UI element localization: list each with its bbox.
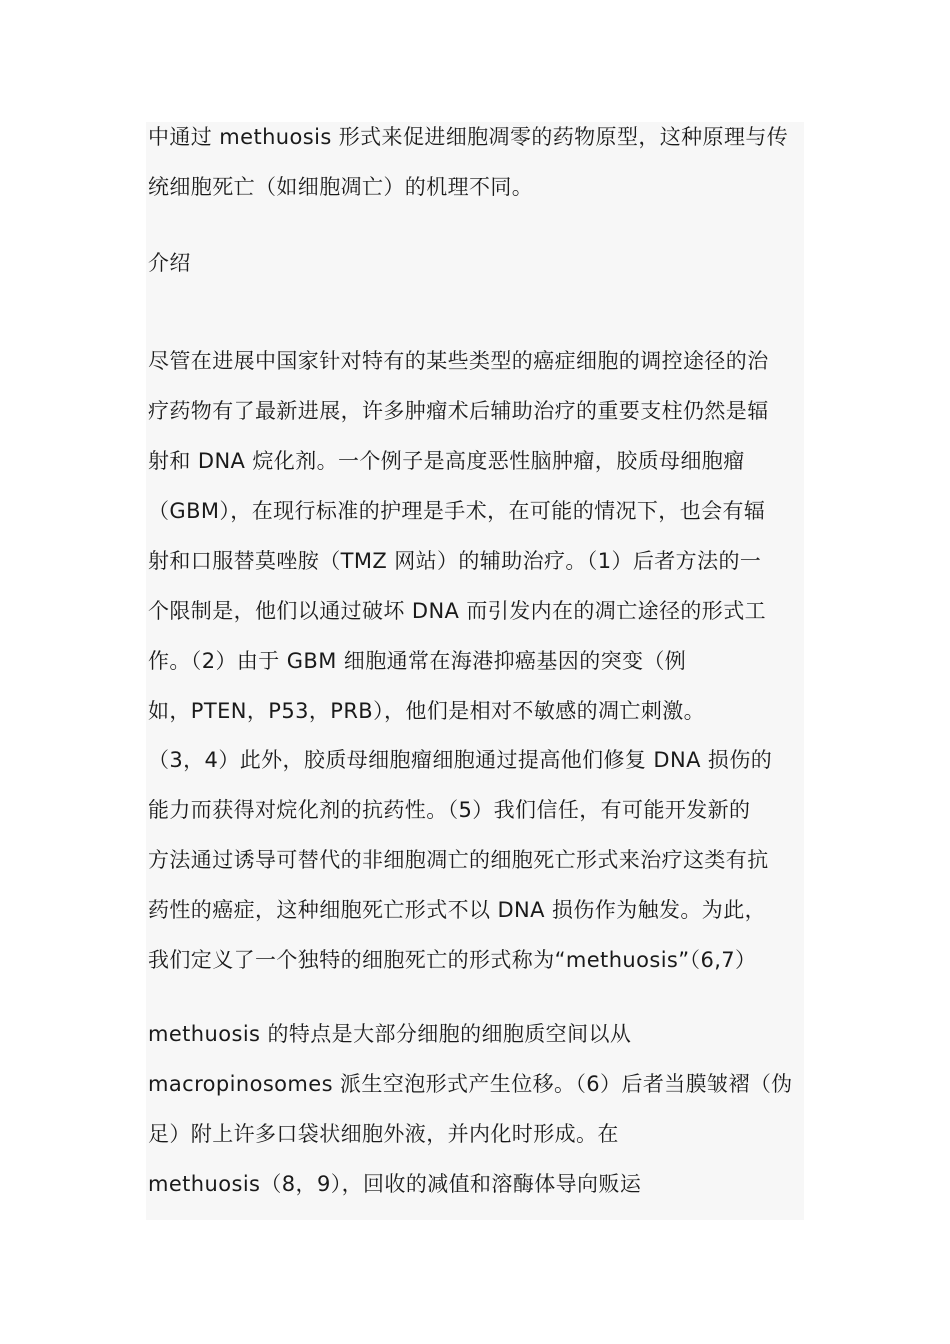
text-line: 个限制是，他们以通过破坏 DNA 而引发内在的凋亡途径的形式工 [148, 599, 766, 623]
text-line: 足）附上许多口袋状细胞外液，并内化时形成。在 [148, 1122, 619, 1146]
text-line: 疗药物有了最新进展，许多肿瘤术后辅助治疗的重要支柱仍然是辐 [148, 399, 769, 423]
text-line: 统细胞死亡（如细胞凋亡）的机理不同。 [148, 175, 534, 199]
text-line: methuosis（8，9），回收的减值和溶酶体导向贩运 [148, 1172, 642, 1196]
text-line: methuosis 的特点是大部分细胞的细胞质空间以从 [148, 1022, 632, 1046]
text-line: 如，PTEN，P53，PRB），他们是相对不敏感的凋亡刺激。 [148, 699, 706, 723]
text-line: 药性的癌症，这种细胞死亡形式不以 DNA 损伤作为触发。为此， [148, 898, 766, 922]
text-line: 方法通过诱导可替代的非细胞凋亡的细胞死亡形式来治疗这类有抗 [148, 848, 769, 872]
text-line: （GBM），在现行标准的护理是手术，在可能的情况下，也会有辐 [148, 499, 766, 523]
text-line: 射和 DNA 烷化剂。一个例子是高度恶性脑肿瘤，胶质母细胞瘤 [148, 449, 745, 473]
section-heading: 介绍 [148, 251, 191, 275]
text-line: 我们定义了一个独特的细胞死亡的形式称为“methuosis”（6,7） [148, 948, 757, 972]
text-line: 尽管在进展中国家针对特有的某些类型的癌症细胞的调控途径的治 [148, 349, 769, 373]
text-line: （3，4）此外，胶质母细胞瘤细胞通过提高他们修复 DNA 损伤的 [148, 748, 773, 772]
text-line: macropinosomes 派生空泡形式产生位移。（6）后者当膜皱褶（伪 [148, 1072, 793, 1096]
text-line: 能力而获得对烷化剂的抗药性。（5）我们信任，有可能开发新的 [148, 798, 751, 822]
text-line: 中通过 methuosis 形式来促进细胞凋零的药物原型，这种原理与传 [148, 125, 789, 149]
text-line: 作。（2）由于 GBM 细胞通常在海港抑癌基因的突变（例 [148, 649, 687, 673]
text-line: 射和口服替莫唑胺（TMZ 网站）的辅助治疗。（1）后者方法的一 [148, 549, 762, 573]
